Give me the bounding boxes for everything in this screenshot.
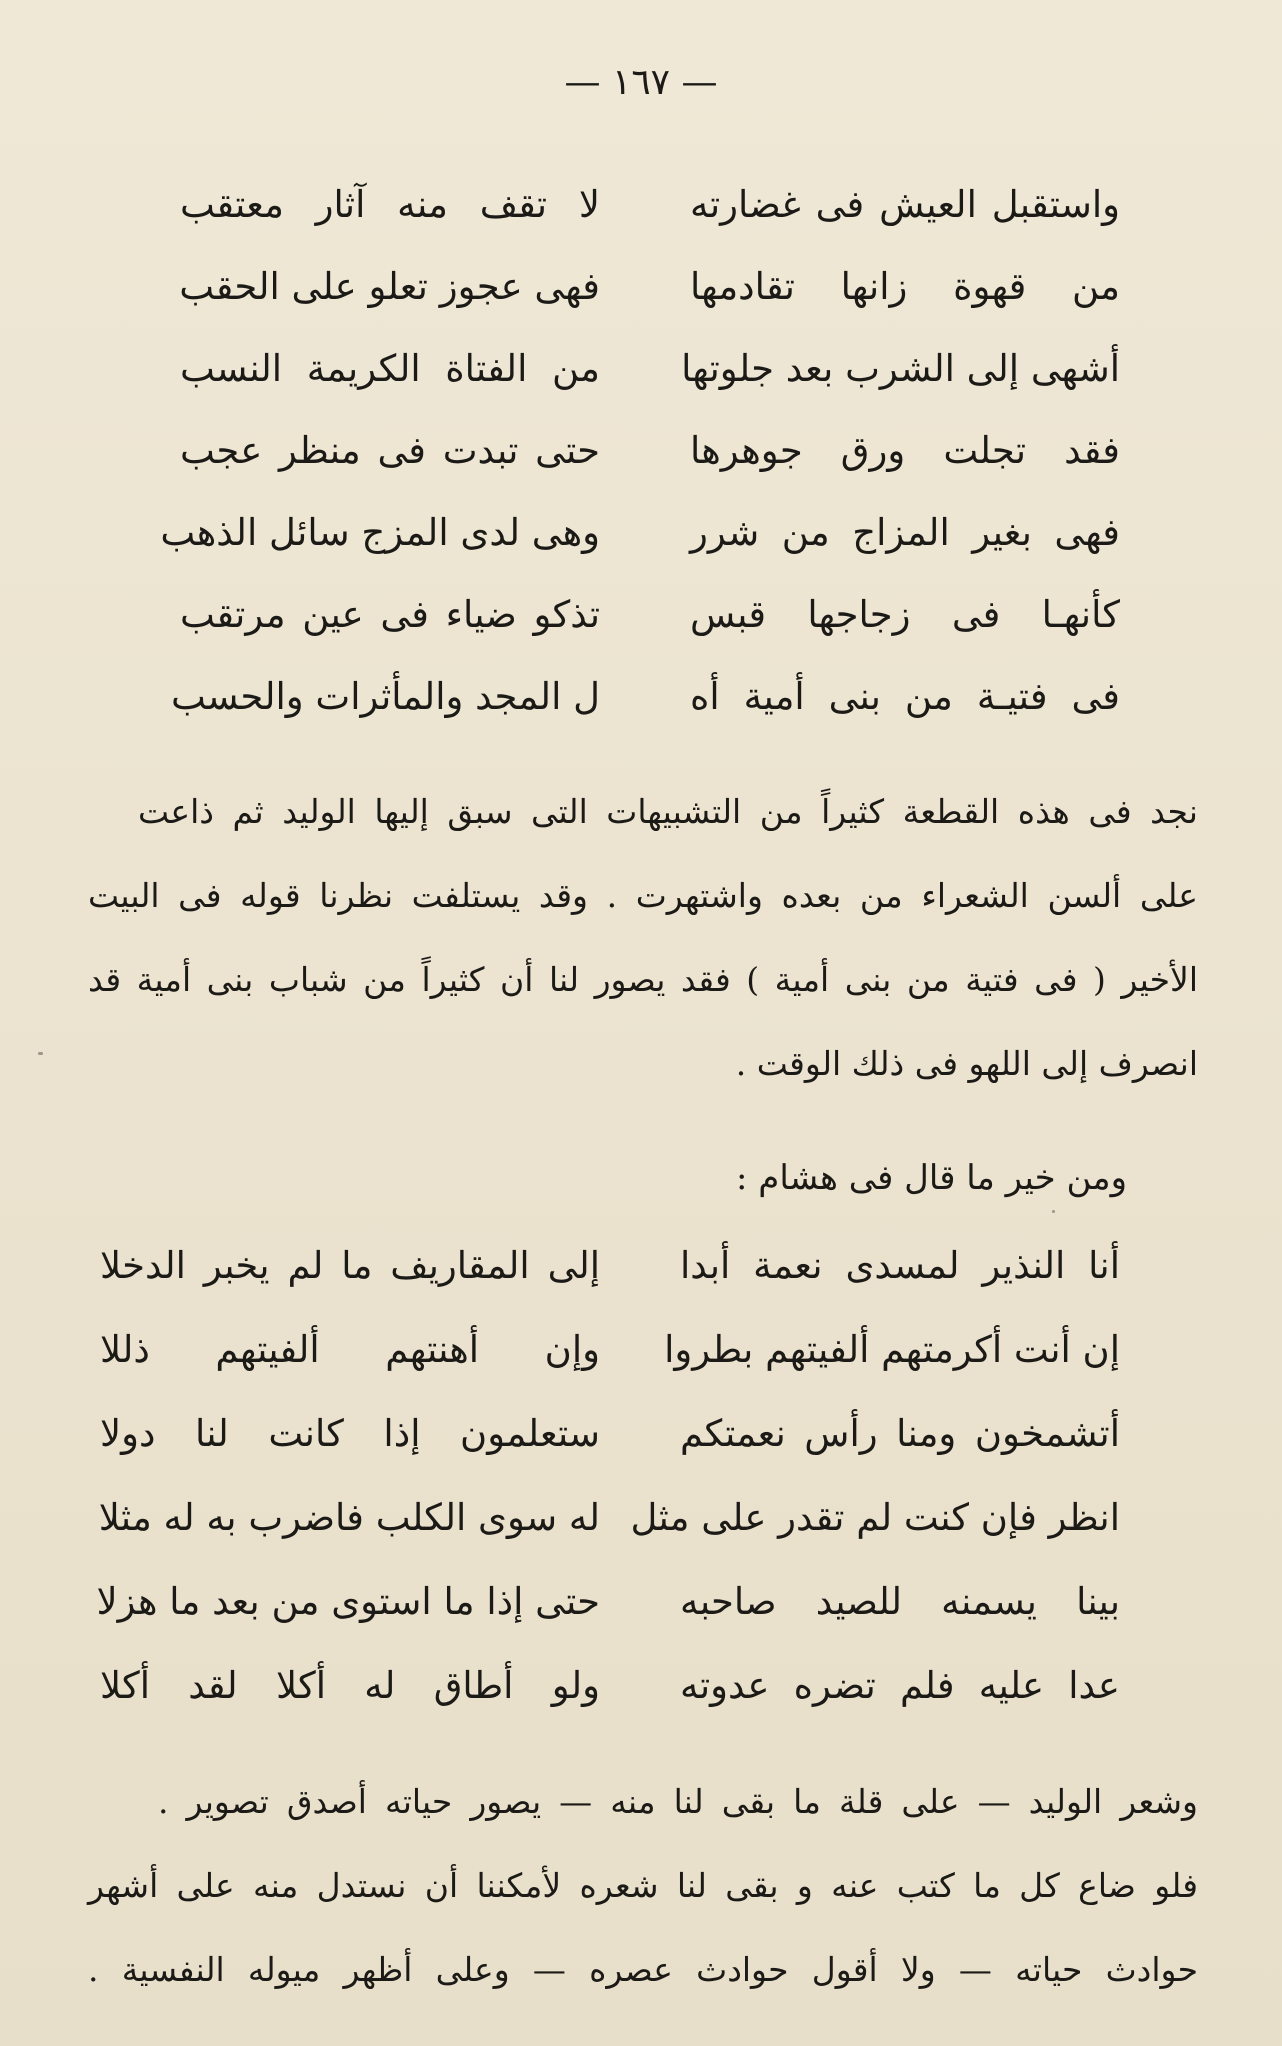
hemistich-left: حتى إذا ما استوى من بعد ما هزلا	[96, 1580, 600, 1623]
verse	[100, 1646, 1120, 1726]
verse	[96, 1562, 1120, 1642]
poem-2	[96, 1226, 1120, 1726]
verse	[100, 1310, 1120, 1390]
hemistich-right: انظر فإن كنت لم تقدر على مثل	[630, 1496, 1120, 1539]
paragraph-line: انصرف إلى اللهو فى ذلك الوقت .	[735, 1044, 1198, 1083]
verse	[100, 1394, 1120, 1474]
hemistich-right: فى فتيـة من بنى أمية أه	[690, 675, 1120, 718]
hemistich-left: ل المجد والمأثرات والحسب	[171, 675, 600, 718]
verse	[180, 329, 1120, 409]
verse	[171, 657, 1120, 737]
hemistich-left: حتى تبدت فى منظر عجب	[180, 429, 600, 472]
hemistich-right: إن أنت أكرمتهم ألفيتهم بطروا	[664, 1328, 1120, 1371]
hemistich-right: عدا عليه فلم تضره عدوته	[680, 1664, 1120, 1707]
paragraph-2	[88, 1760, 1198, 2012]
hemistich-left: لا تقف منه آثار معتقب	[180, 183, 600, 226]
hemistich-left: ستعلمون إذا كانت لنا دولا	[100, 1412, 600, 1455]
paragraph-line: وشعر الوليد — على قلة ما بقى لنا منه — يصور حياته أصدق تصوير .	[158, 1782, 1198, 1821]
poem-2-introduction: ومن خير ما قال فى هشام :	[736, 1158, 1127, 1198]
verse	[160, 493, 1120, 573]
hemistich-right: كأنهـا فى زجاجها قبس	[690, 593, 1120, 636]
hemistich-right: من قهوة زانها تقادمها	[690, 265, 1120, 308]
verse	[180, 411, 1120, 491]
hemistich-right: واستقبل العيش فى غضارته	[690, 183, 1120, 226]
hemistich-left: من الفتاة الكريمة النسب	[180, 347, 600, 390]
hemistich-left: وإن أهنتهم ألفيتهم ذللا	[100, 1328, 600, 1371]
hemistich-right: أشهى إلى الشرب بعد جلوتها	[681, 347, 1120, 390]
hemistich-right: فقد تجلت ورق جوهرها	[690, 429, 1120, 472]
hemistich-left: إلى المقاريف ما لم يخبر الدخلا	[100, 1244, 600, 1287]
paragraph-line: الأخير ( فى فتية من بنى أمية ) فقد يصور لنا أن كثيراً من شباب بنى أمية قد	[88, 960, 1198, 999]
verse	[180, 165, 1120, 245]
paragraph-line: نجد فى هذه القطعة كثيراً من التشبيهات التى سبق إليها الوليد ثم ذاعت	[138, 792, 1198, 831]
verse	[100, 1478, 1120, 1558]
verse	[180, 247, 1120, 327]
verse	[180, 575, 1120, 655]
hemistich-left: ولو أطاق له أكلا لقد أكلا	[100, 1664, 600, 1707]
hemistich-right: فهى بغير المزاج من شرر	[690, 511, 1120, 554]
verse	[100, 1226, 1120, 1306]
paper-speck	[38, 1052, 43, 1055]
hemistich-right: أنا النذير لمسدى نعمة أبدا	[680, 1244, 1120, 1287]
hemistich-left: له سوى الكلب فاضرب به له مثلا	[98, 1496, 600, 1539]
hemistich-right: أتشمخون ومنا رأس نعمتكم	[680, 1412, 1120, 1455]
paragraph-line: حوادث حياته — ولا أقول حوادث عصره — وعلى أظهر ميوله النفسية .	[88, 1950, 1198, 1989]
hemistich-left: تذكو ضياء فى عين مرتقب	[180, 593, 600, 636]
poem-1	[160, 165, 1120, 735]
paper-speck	[1052, 1210, 1055, 1213]
hemistich-left: وهى لدى المزج سائل الذهب	[160, 511, 600, 554]
hemistich-right: بينا يسمنه للصيد صاحبه	[680, 1580, 1120, 1623]
hemistich-left: فهى عجوز تعلو على الحقب	[179, 265, 600, 308]
page-number: — ١٦٧ —	[564, 62, 718, 103]
paragraph-line: فلو ضاع كل ما كتب عنه و بقى لنا شعره لأمكننا أن نستدل منه على أشهر	[88, 1866, 1198, 1905]
paragraph-line: على ألسن الشعراء من بعده واشتهرت . وقد يستلفت نظرنا قوله فى البيت	[88, 876, 1198, 915]
paragraph-1	[88, 770, 1198, 1106]
